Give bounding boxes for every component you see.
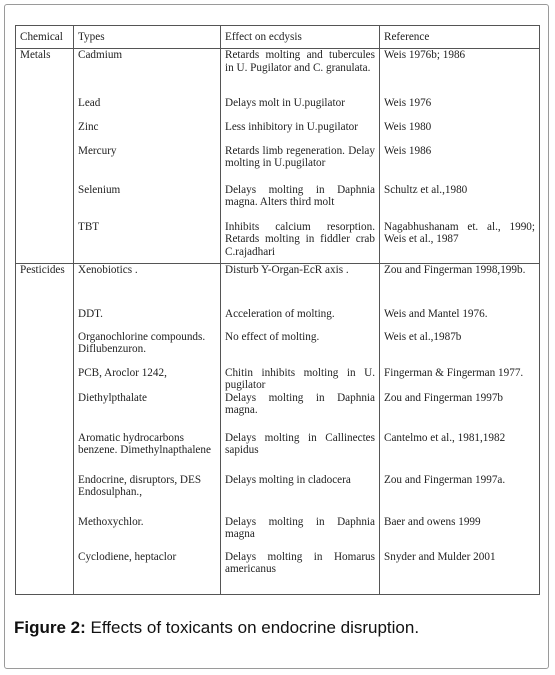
cell-type [74,367,221,392]
header-types: Types [74,26,221,49]
cell-reference-text: Weis et al.,1987b [384,330,462,343]
cell-effect [221,264,380,308]
cell-effect [221,432,380,474]
cell-effect [221,392,380,432]
cell-type [74,97,221,121]
header-effect: Effect on ecdysis [221,26,380,49]
caption-label: Figure 2: [14,618,86,637]
table-row [16,97,540,121]
table-row [16,221,540,264]
cell-effect-text: Less inhibitory in U.pugilator [225,120,358,133]
cell-effect-text: Retards molting and tubercules in U. Pugilator and C. granulata. [225,49,375,74]
cell-effect [221,221,380,264]
table-row [16,264,540,308]
cell-effect-text: Delays molting in cladocera [225,473,351,486]
table-row [16,331,540,367]
cell-type-text: Zinc [78,120,99,133]
cell-type-text: Diethylpthalate [78,391,147,404]
cell-effect [221,331,380,367]
header-chemical: Chemical [16,26,74,49]
cell-reference [380,474,540,516]
cell-chemical-text: Pesticides [20,264,65,276]
cell-effect-text: Retards limb regeneration. Delay molting in U.pugilator [225,144,375,169]
cell-chemical [16,367,74,392]
cell-reference-text: Weis and Mantel 1976. [384,307,488,320]
table-row [16,367,540,392]
cell-chemical [16,49,74,97]
cell-type-text: TBT [78,220,100,233]
cell-type [74,551,221,595]
cell-type-text: Endocrine, disruptors, DES Endosulphan., [78,473,202,498]
cell-type-text: Cyclodiene, heptaclor [78,550,177,563]
table-row [16,392,540,432]
cell-chemical-text: Metals [20,49,51,61]
cell-type [74,392,221,432]
cell-effect [221,474,380,516]
cell-chemical [16,221,74,264]
cell-reference [380,121,540,145]
table-row [16,184,540,221]
cell-reference-text: Zou and Fingerman 1997b [384,391,504,404]
cell-effect-text: Disturb Y-Organ-EcR axis . [225,264,349,276]
table-header-row [16,26,540,49]
cell-effect-text: Delays molting in Homarus americanus [225,550,375,575]
cell-effect [221,308,380,331]
table-row [16,308,540,331]
cell-chemical [16,264,74,308]
cell-reference-text: Weis 1986 [384,144,432,157]
cell-reference [380,49,540,97]
cell-reference-text: Weis 1976b; 1986 [384,49,466,61]
cell-reference [380,145,540,184]
cell-type-text: Xenobiotics . [78,264,138,276]
cell-reference [380,221,540,264]
cell-type [74,184,221,221]
cell-effect [221,121,380,145]
cell-reference [380,551,540,595]
cell-reference [380,97,540,121]
cell-chemical [16,308,74,331]
table-row [16,516,540,551]
table-row [16,551,540,595]
cell-chemical [16,331,74,367]
cell-reference [380,331,540,367]
cell-type-text: Methoxychlor. [78,515,144,528]
cell-reference-text: Cantelmo et al., 1981,1982 [384,431,506,444]
cell-effect [221,516,380,551]
cell-type [74,331,221,367]
header-reference: Reference [380,26,540,49]
cell-reference-text: Nagabhushanam et. al., 1990; Weis et al., 1987 [384,220,535,245]
cell-effect [221,367,380,392]
cell-reference-text: Weis 1980 [384,120,432,133]
cell-effect-text: Delays molt in U.pugilator [225,96,345,109]
cell-chemical [16,121,74,145]
cell-reference-text: Schultz et al.,1980 [384,183,468,196]
cell-effect [221,184,380,221]
cell-type [74,49,221,97]
cell-type-text: Lead [78,96,101,109]
cell-type-text: Organochlorine compounds. Diflubenzuron. [78,330,206,355]
cell-type-text: Cadmium [78,49,123,61]
cell-type-text: PCB, Aroclor 1242, [78,366,167,379]
cell-type [74,308,221,331]
cell-effect [221,145,380,184]
table-row [16,474,540,516]
cell-effect-text: Chitin inhibits molting in U. pugilator [225,366,375,391]
cell-effect-text: Acceleration of molting. [225,307,335,320]
cell-chemical [16,516,74,551]
cell-reference-text: Weis 1976 [384,96,432,109]
cell-chemical [16,474,74,516]
cell-type-text: Mercury [78,144,117,157]
cell-reference [380,432,540,474]
cell-chemical [16,432,74,474]
cell-effect [221,49,380,97]
table-row [16,432,540,474]
cell-reference [380,264,540,308]
cell-effect-text: Inhibits calcium resorption. Retards molting in fiddler crab C.rajadhari [225,220,375,258]
cell-type [74,432,221,474]
cell-reference [380,367,540,392]
caption-text: Effects of toxicants on endocrine disruption. [85,618,420,637]
cell-effect-text: No effect of molting. [225,330,320,343]
cell-chemical [16,97,74,121]
cell-reference-text: Zou and Fingerman 1997a. [384,473,506,486]
cell-chemical [16,392,74,432]
cell-reference-text: Zou and Fingerman 1998,199b. [384,264,526,276]
cell-chemical [16,145,74,184]
figure-caption [14,618,419,638]
cell-reference [380,184,540,221]
cell-type [74,516,221,551]
cell-reference [380,392,540,432]
cell-type-text: Selenium [78,183,121,196]
cell-type-text: Aromatic hydrocarbons benzene. Dimethylnapthalene [78,431,211,456]
toxicants-table [15,25,540,595]
cell-reference-text: Baer and owens 1999 [384,515,481,528]
table-row [16,145,540,184]
cell-reference-text: Snyder and Mulder 2001 [384,550,496,563]
cell-type [74,264,221,308]
cell-effect [221,97,380,121]
table-row [16,121,540,145]
cell-type [74,221,221,264]
cell-effect-text: Delays molting in Callinectes sapidus [225,431,375,456]
cell-chemical [16,184,74,221]
table-row [16,49,540,97]
cell-type [74,474,221,516]
cell-chemical [16,551,74,595]
cell-type [74,121,221,145]
cell-reference [380,516,540,551]
cell-reference [380,308,540,331]
cell-type [74,145,221,184]
cell-reference-text: Fingerman & Fingerman 1977. [384,366,524,379]
cell-effect-text: Delays molting in Daphnia magna. [225,391,375,416]
cell-effect-text: Delays molting in Daphnia magna [225,515,375,540]
cell-effect-text: Delays molting in Daphnia magna. Alters third molt [225,183,375,208]
cell-type-text: DDT. [78,307,103,320]
cell-effect [221,551,380,595]
